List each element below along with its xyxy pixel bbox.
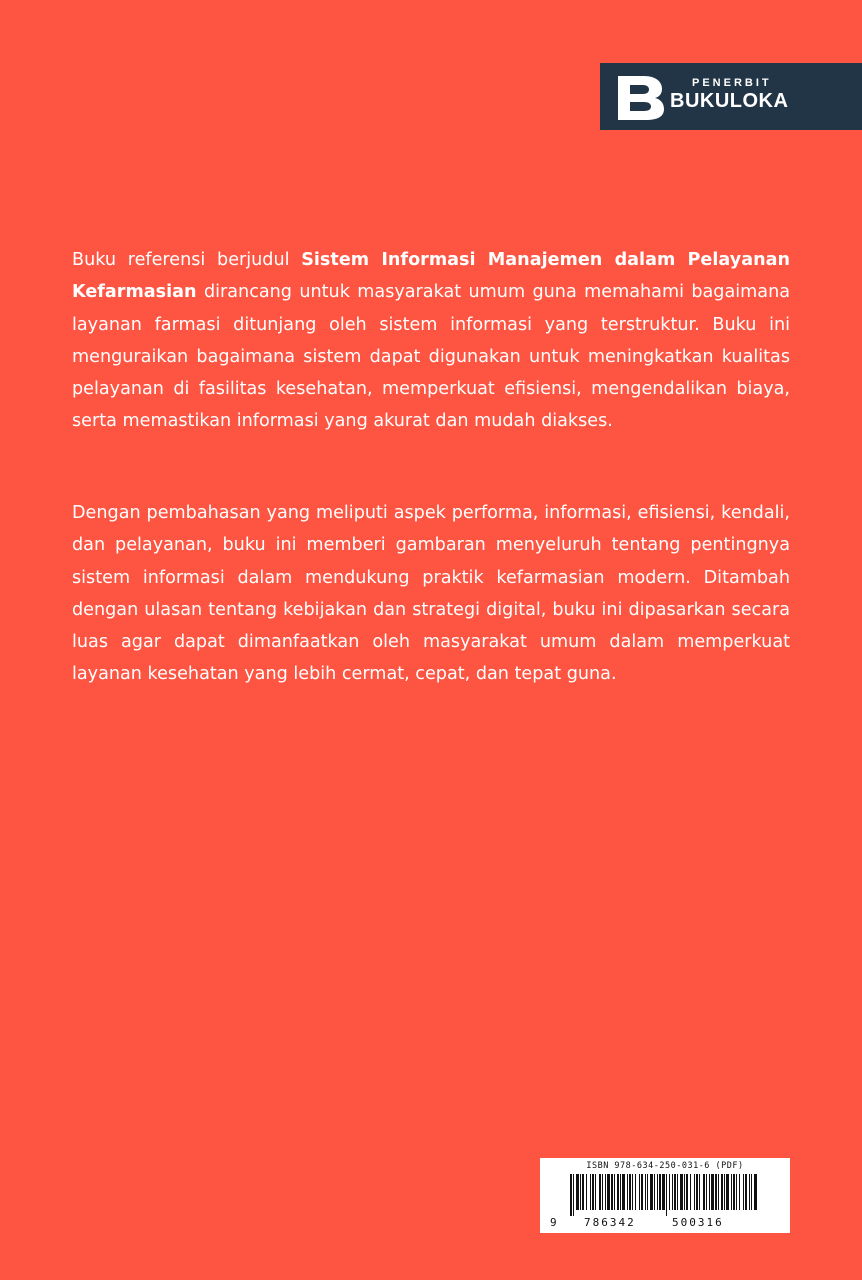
barcode-bar <box>595 1174 596 1210</box>
barcode-bar <box>586 1174 587 1210</box>
barcode-bar <box>627 1174 628 1210</box>
barcode-bar <box>749 1174 750 1210</box>
barcode-bar <box>751 1174 752 1210</box>
barcode-bar <box>602 1174 603 1210</box>
barcode-bar <box>607 1174 610 1210</box>
barcode-bar <box>711 1174 714 1210</box>
barcode-bar <box>706 1174 707 1210</box>
barcode-digits-right: 500316 <box>672 1216 724 1229</box>
barcode-bar <box>641 1174 643 1210</box>
barcode-bar <box>647 1174 648 1210</box>
barcode-bar <box>659 1174 661 1210</box>
barcode-bar <box>654 1174 655 1210</box>
barcode-bar <box>576 1174 579 1210</box>
barcode-bar <box>721 1174 723 1210</box>
barcode-bar <box>684 1174 685 1210</box>
bukuloka-b-logo-icon <box>614 70 668 124</box>
barcode-bars <box>570 1174 760 1216</box>
barcode-bar <box>650 1174 653 1210</box>
barcode-bar <box>677 1174 678 1210</box>
barcode-bar <box>699 1174 700 1210</box>
barcode-bar <box>680 1174 683 1210</box>
isbn-text: ISBN 978-634-250-031-6 (PDF) <box>586 1161 744 1171</box>
barcode-bar <box>718 1174 719 1210</box>
barcode-bar <box>635 1174 636 1210</box>
barcode-bar <box>639 1174 640 1210</box>
barcode-bar <box>605 1174 606 1210</box>
barcode-bar <box>629 1174 631 1210</box>
barcode-bar <box>733 1174 735 1210</box>
description-paragraph-1 <box>72 244 790 438</box>
barcode-bar <box>694 1174 695 1210</box>
barcode-bar <box>672 1174 673 1210</box>
p1-lead-text: Buku referensi berjudul <box>72 250 302 270</box>
barcode-bar <box>709 1174 710 1210</box>
book-title: Sistem Informasi Manajemen dalam Pelayanan Kefarmasian <box>72 250 790 303</box>
publisher-label-small: PENERBIT <box>692 77 772 89</box>
barcode-bar <box>745 1174 747 1210</box>
barcode-bar <box>617 1174 619 1210</box>
barcode-bar <box>715 1174 717 1210</box>
barcode-bar <box>662 1174 665 1210</box>
description-paragraph-2: Dengan pembahasan yang meliputi aspek performa, informasi, efisiensi, kendali, dan pelayanan, buku ini memberi gambaran menyeluruh tentang pentingnya sistem informasi dalam mendukung praktik kefarmasian modern. Ditambah dengan ulasan tentang kebijakan dan strategi digital, buku ini dipasarkan secara luas agar dapat dimanfaatkan oleh masyarakat umum dalam memperkuat layanan kesehatan yang lebih cermat, cepat, dan tepat guna. <box>72 503 790 685</box>
barcode-bar <box>726 1174 729 1210</box>
barcode-bar <box>599 1174 601 1210</box>
barcode-bar <box>724 1174 725 1210</box>
barcode-bar <box>582 1174 584 1210</box>
barcode-bar <box>657 1174 658 1210</box>
barcode-bar <box>696 1174 698 1210</box>
barcode-bar <box>666 1174 667 1216</box>
barcode-bar <box>645 1174 646 1210</box>
barcode-digits-left: 786342 <box>584 1216 636 1229</box>
barcode-bar <box>611 1174 613 1210</box>
barcode-bar <box>590 1174 591 1210</box>
barcode-bar <box>731 1174 732 1210</box>
p1-rest-text: dirancang untuk masyarakat umum guna memahami bagaimana layanan farmasi ditunjang oleh sistem informasi yang terstruktur. Buku ini menguraikan bagaimana sistem dapat digunakan untuk meningkatkan kualitas pelayanan di fasilitas kesehatan, memperkuat efisiensi, mengendalikan biaya, serta memastikan informasi yang akurat dan mudah diakses. <box>72 282 790 432</box>
barcode-bar <box>703 1174 705 1210</box>
isbn-barcode <box>540 1158 790 1233</box>
barcode-bar <box>592 1174 594 1210</box>
barcode-digit-first: 9 <box>550 1216 557 1229</box>
barcode-bar <box>614 1174 615 1210</box>
barcode-bar <box>743 1174 744 1210</box>
barcode-bar <box>632 1174 633 1210</box>
barcode-bar <box>573 1174 574 1216</box>
barcode-bar <box>754 1174 757 1210</box>
publisher-logo <box>600 63 862 130</box>
barcode-bar <box>686 1174 688 1210</box>
barcode-bar <box>570 1174 572 1216</box>
publisher-label-big: BUKULOKA <box>670 90 789 112</box>
barcode-bar <box>622 1174 625 1210</box>
barcode-bar <box>669 1174 670 1210</box>
barcode-bar <box>736 1174 737 1210</box>
barcode-bar <box>674 1174 676 1210</box>
barcode-bar <box>620 1174 621 1210</box>
barcode-bar <box>690 1174 691 1210</box>
barcode-bar <box>739 1174 740 1210</box>
barcode-bar <box>580 1174 581 1210</box>
